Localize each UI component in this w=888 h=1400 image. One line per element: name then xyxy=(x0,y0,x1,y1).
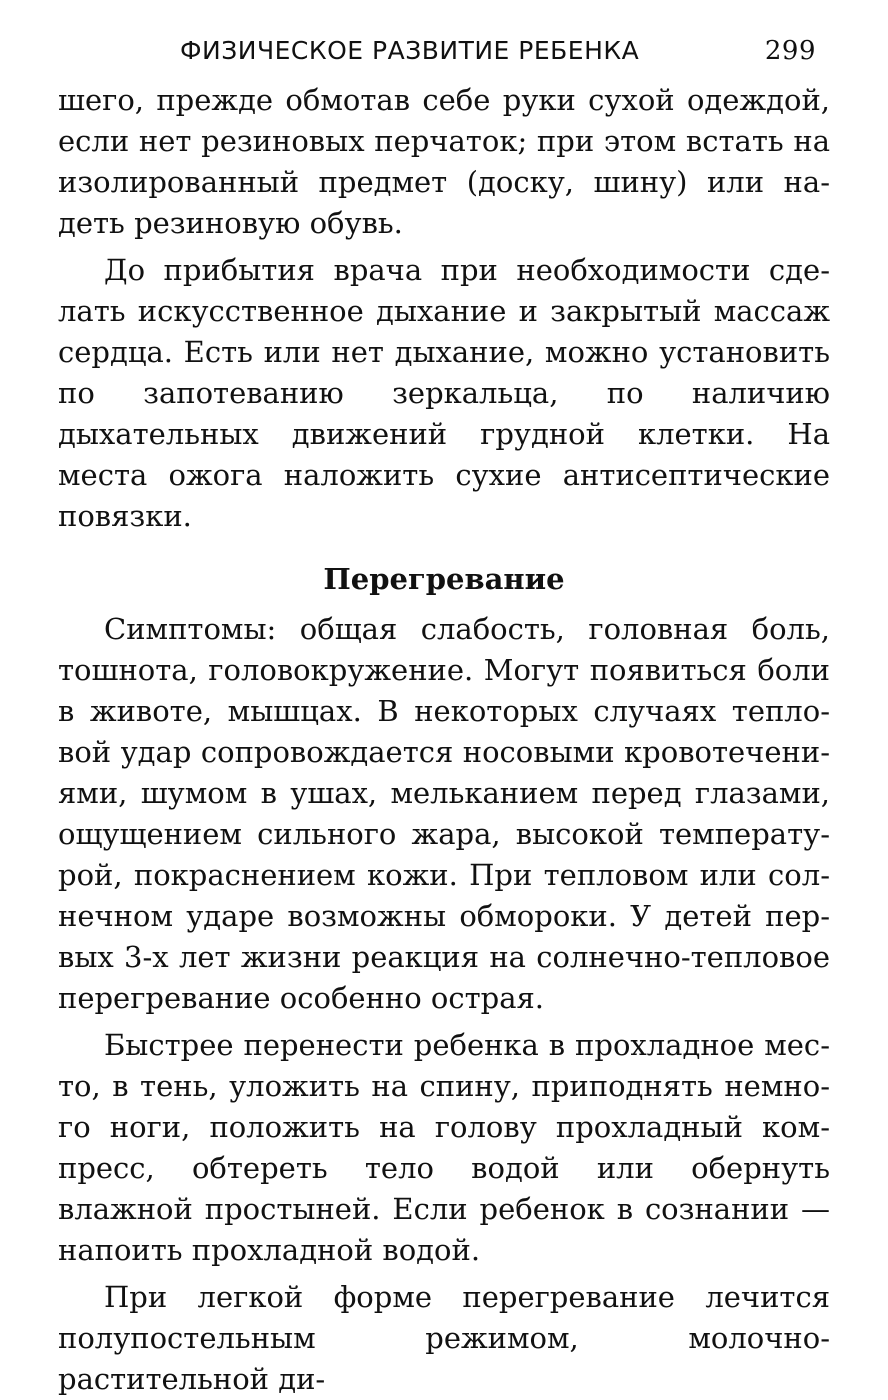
running-title: ФИЗИЧЕСКОЕ РАЗВИТИЕ РЕБЕНКА xyxy=(180,36,640,65)
page-content xyxy=(58,80,830,1400)
paragraph-first-aid: До прибытия врача при необходимости сделать искусственное дыхание и закрытый массаж сердца. Есть или нет дыхание, можно установить по запотеванию зеркальца, по наличию дыхательных движений грудной клетки. На места ожога наложить сухие антисептические повязки. xyxy=(58,253,830,533)
running-header xyxy=(58,28,830,80)
paragraph-symptoms: Симптомы: общая слабость, головная боль, тошнота, головокружение. Могут появиться боли в животе, мышцах. В некоторых случаях тепловой удар сопровождается носовыми кровотечениями, шумом в ушах, мельканием перед глазами, ощущением сильного жара, высокой температурой, покраснением кожи. При тепловом или солнечном ударе возможны обмороки. У детей первых 3-х лет жизни реакция на солнечно-тепловое перегревание особенно острая. xyxy=(58,612,830,1015)
section-title: Перегревание xyxy=(323,562,565,596)
page-number: 299 xyxy=(764,36,816,66)
book-page xyxy=(58,28,830,1400)
paragraph-mild-form: При легкой форме перегревание лечится полупостельным режимом, молочно-растительной ди- xyxy=(58,1280,830,1396)
paragraph-treatment: Быстрее перенести ребенка в прохладное место, в тень, уложить на спину, приподнять немного ноги, положить на голову прохладный компресс, обтереть тело водой или обернуть влажной простыней. Если ребенок в сознании — напоить прохладной водой. xyxy=(58,1028,830,1267)
paragraph-continuation: шего, прежде обмотав себе руки сухой одеждой, если нет резиновых перчаток; при этом встать на изолированный предмет (доску, шину) или надеть резиновую обувь. xyxy=(58,83,830,240)
